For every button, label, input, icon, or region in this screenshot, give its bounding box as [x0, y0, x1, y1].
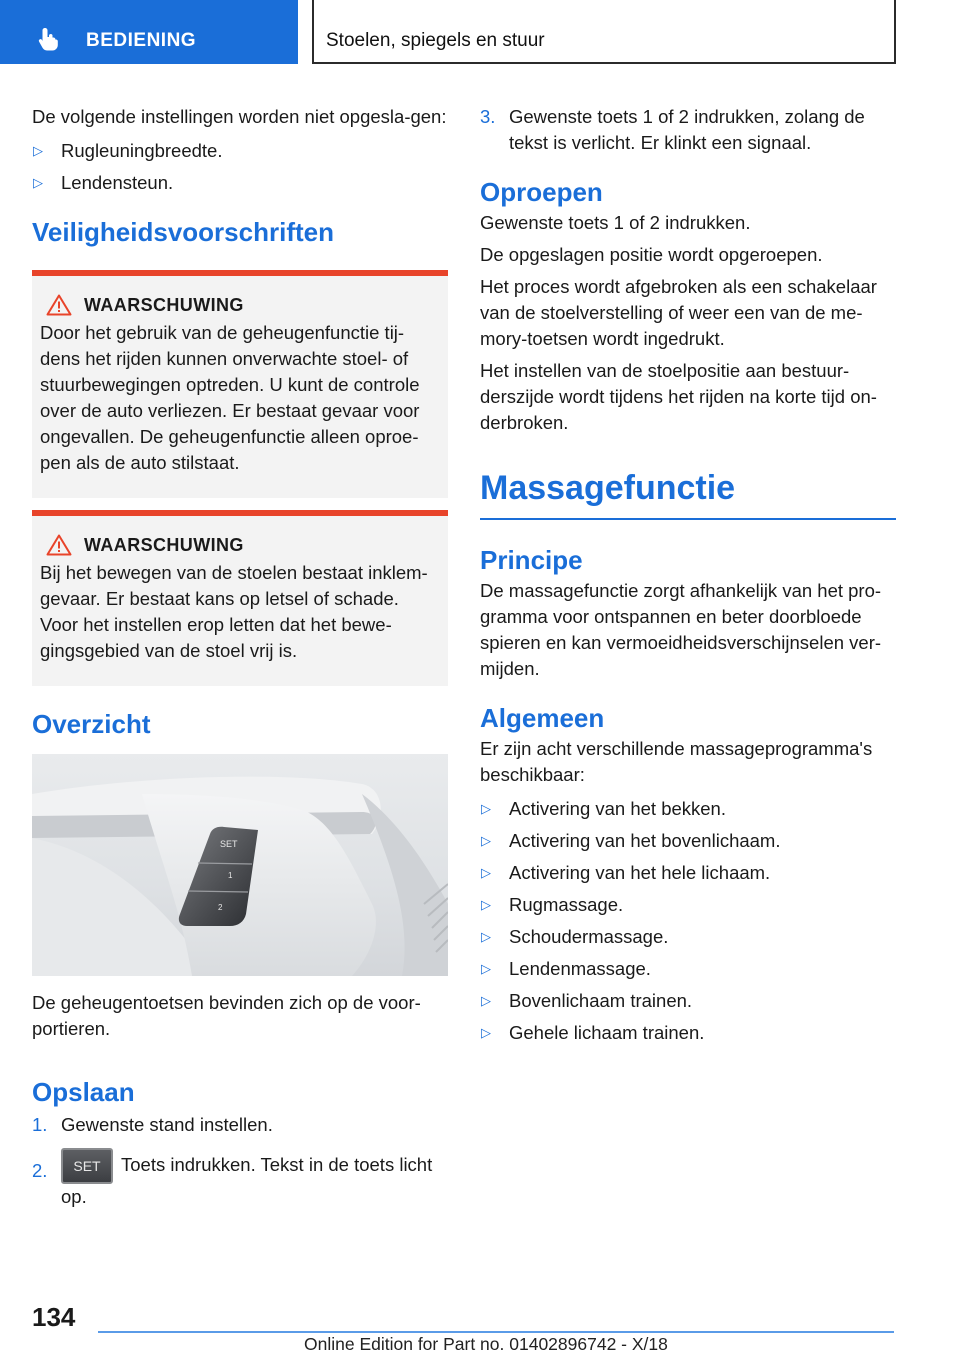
list-item-text: Bovenlichaam trainen. [509, 990, 693, 1011]
paragraph: Het instellen van de stoelpositie aan bestuur-derszijde wordt tijdens het rijden na korte tijd on-derbroken. [480, 360, 877, 433]
section-heading-overview: Overzicht [32, 709, 151, 739]
warning-header [40, 534, 440, 556]
triangle-bullet-icon: ▷ [481, 1025, 491, 1040]
list-item-text: Activering van het bovenlichaam. [509, 830, 781, 851]
list-item [480, 924, 896, 950]
warning-text: Bij het bewegen van de stoelen bestaat inklem-gevaar. Er bestaat kans op letsel of schade. Voor het instellen erop letten dat het bewe-gingsgebied van de stoel vrij is. [40, 562, 428, 661]
step-number: 3. [480, 106, 496, 127]
chapter-title: Stoelen, spiegels en stuur [326, 30, 545, 51]
triangle-bullet-icon: ▷ [481, 833, 491, 848]
warning-triangle-icon [46, 294, 72, 316]
warning-label: WAARSCHUWING [84, 294, 244, 315]
list-item [480, 104, 896, 156]
list-item-text: Activering van het bekken. [509, 798, 726, 819]
page-number: 134 [32, 1302, 76, 1332]
memory-key-2-label: 2 [218, 903, 223, 912]
warning-box [32, 510, 448, 686]
triangle-bullet-icon: ▷ [481, 929, 491, 944]
step-text: Toets indrukken. Tekst in de toets licht op. [61, 1153, 433, 1207]
list-item [480, 956, 896, 982]
step-text-wrap [61, 1148, 448, 1210]
list-item-text: Schoudermassage. [509, 926, 669, 947]
list-item [480, 796, 896, 822]
section-heading-recall: Oproepen [480, 177, 603, 207]
list-item-text: Gehele lichaam trainen. [509, 1022, 705, 1043]
list-item [32, 1112, 448, 1138]
door-panel-illustration [32, 754, 448, 976]
list-item [32, 138, 448, 164]
section-heading-save: Opslaan [32, 1077, 135, 1107]
paragraph: De opgeslagen positie wordt opgeroepen. [480, 244, 823, 265]
warning-header [40, 294, 440, 316]
intro-text: De volgende instellingen worden niet opgesla-gen: [32, 106, 447, 127]
section-heading-general: Algemeen [480, 703, 605, 733]
step-number: 1. [32, 1114, 48, 1135]
warning-box [32, 270, 448, 498]
right-column [480, 104, 896, 1046]
set-key-label: SET [220, 839, 238, 849]
paragraph: Gewenste toets 1 of 2 indrukken. [480, 212, 751, 233]
list-item [32, 1148, 448, 1210]
triangle-bullet-icon: ▷ [481, 865, 491, 880]
list-item [480, 892, 896, 918]
list-item [480, 988, 896, 1014]
list-item-text: Lendensteun. [61, 172, 174, 193]
door-panel-photo [32, 754, 448, 976]
list-item-text: Lendenmassage. [509, 958, 651, 979]
list-item [480, 1020, 896, 1046]
hand-pointer-icon [36, 26, 62, 52]
section-tab-label: BEDIENING [86, 30, 197, 51]
photo-caption: De geheugentoetsen bevinden zich op de voor-portieren. [32, 992, 421, 1039]
list-item-text: Rugleuningbreedte. [61, 140, 223, 161]
memory-key-1-label: 1 [228, 871, 233, 880]
warning-label: WAARSCHUWING [84, 534, 244, 555]
warning-triangle-icon [46, 534, 72, 556]
paragraph: Er zijn acht verschillende massageprogramma's beschikbaar: [480, 738, 873, 785]
triangle-bullet-icon: ▷ [33, 175, 43, 190]
section-heading-principle: Principe [480, 545, 583, 575]
warning-text: Door het gebruik van de geheugenfunctie tij-dens het rijden kunnen onverwachte stoel- of stuurbewegingen optreden. U kunt de controle over de auto verliezen. Er bestaat gevaar voor ongevallen. De geheugenfunctie alleen oproe-pen als de auto stilstaat. [40, 322, 420, 473]
left-column [32, 104, 448, 1210]
edition-text: Online Edition for Part no. 01402896742 - X/18 [304, 1334, 668, 1354]
triangle-bullet-icon: ▷ [481, 993, 491, 1008]
chapter-heading-massage: Massagefunctie [480, 469, 736, 507]
list-item [32, 170, 448, 196]
triangle-bullet-icon: ▷ [481, 961, 491, 976]
paragraph: Het proces wordt afgebroken als een schakelaar van de stoelverstelling of weer een van de me-mory-toetsen wordt ingedrukt. [480, 276, 877, 349]
triangle-bullet-icon: ▷ [481, 801, 491, 816]
paragraph: De massagefunctie zorgt afhankelijk van het pro-gramma voor ontspannen en beter doorbloede spieren en kan vermoeidheidsverschijnselen ver-mijden. [480, 580, 882, 679]
list-item [480, 828, 896, 854]
list-item [480, 860, 896, 886]
set-button: SET [61, 1148, 113, 1184]
step-text: Gewenste stand instellen. [61, 1114, 273, 1135]
step-text: Gewenste toets 1 of 2 indrukken, zolang de tekst is verlicht. Er klinkt een signaal. [509, 106, 865, 153]
section-tab[interactable] [0, 0, 298, 64]
list-item-text: Activering van het hele lichaam. [509, 862, 771, 883]
section-heading-safety: Veiligheidsvoorschriften [32, 217, 334, 247]
heading-rule [480, 518, 896, 520]
footer-rule [98, 1331, 894, 1333]
list-item-text: Rugmassage. [509, 894, 624, 915]
triangle-bullet-icon: ▷ [481, 897, 491, 912]
triangle-bullet-icon: ▷ [33, 143, 43, 158]
step-number: 2. [32, 1160, 48, 1181]
